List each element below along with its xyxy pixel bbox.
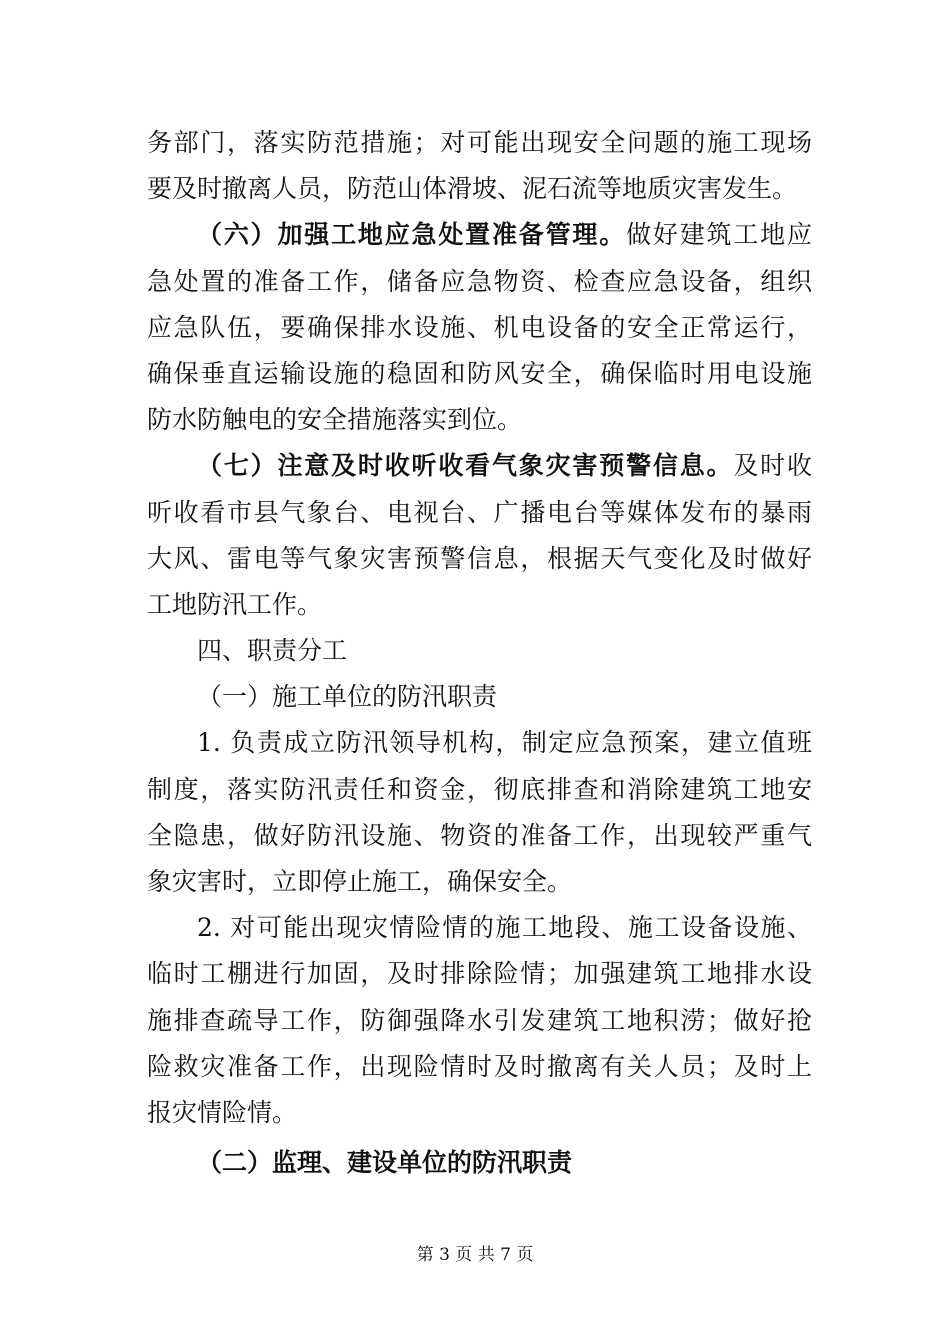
list-item-first-line: 1. 负责成立防汛领导机构，制定应急预案，建立值班 [197, 728, 812, 758]
paragraph-line: 听收看市县气象台、电视台、广播电台等媒体发布的暴雨 [147, 497, 812, 527]
paragraph-line: 防水防触电的安全措施落实到位。 [147, 405, 523, 435]
paragraph-line: 确保垂直运输设施的稳固和防风安全，确保临时用电设施 [147, 358, 812, 388]
list-item-line: 制度，落实防汛责任和资金，彻底排查和消除建筑工地安 [147, 774, 812, 804]
list-item-line: 施排查疏导工作，防御强降水引发建筑工地积涝；做好抢 [147, 1005, 812, 1035]
paragraph-line: 大风、雷电等气象灾害预警信息，根据天气变化及时做好 [147, 543, 812, 573]
document-body [147, 120, 812, 1186]
paragraph-line: 应急队伍，要确保排水设施、机电设备的安全正常运行， [147, 312, 812, 342]
paragraph-first-line [147, 212, 812, 258]
section-heading: 四、职责分工 [197, 636, 348, 666]
subsection-heading: （二）监理、建设单位的防汛职责 [197, 1148, 573, 1178]
paragraph-line: 务部门，落实防范措施；对可能出现安全问题的施工现场 [147, 128, 812, 157]
subsection-heading: （一）施工单位的防汛职责 [197, 682, 498, 712]
paragraph-line: 工地防汛工作。 [147, 589, 323, 619]
paragraph-text: 做好建筑工地应 [626, 220, 812, 250]
paragraph-line: 要及时撤离人员，防范山体滑坡、泥石流等地质灾害发生。 [147, 174, 798, 204]
paragraph-first-line [147, 443, 812, 489]
list-item-first-line: 2. 对可能出现灾情险情的施工地段、施工设备设施、 [197, 913, 812, 943]
list-item-line: 报灾情险情。 [147, 1097, 298, 1127]
paragraph-line: 急处置的准备工作，储备应急物资、检查应急设备，组织 [147, 266, 812, 296]
page-footer: 第 3 页 共 7 页 [416, 1245, 534, 1265]
paragraph-text: 及时收 [733, 451, 812, 481]
list-item-line: 象灾害时，立即停止施工，确保安全。 [147, 867, 573, 896]
paragraph-heading: （六）加强工地应急处置准备管理。 [197, 220, 627, 250]
list-item-line: 临时工棚进行加固，及时排除险情；加强建筑工地排水设 [147, 959, 812, 989]
list-item-line: 全隐患，做好防汛设施、物资的准备工作，出现较严重气 [147, 820, 812, 850]
paragraph-heading: （七）注意及时收听收看气象灾害预警信息。 [197, 451, 734, 481]
list-item-line: 险救灾准备工作，出现险情时及时撤离有关人员；及时上 [147, 1051, 812, 1081]
